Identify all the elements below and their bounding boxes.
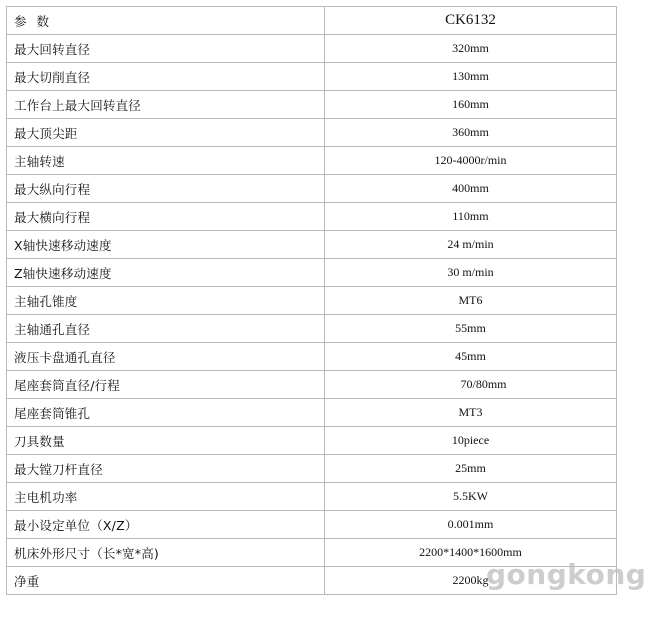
row-value: 2200kg — [325, 567, 617, 595]
row-value: 45mm — [325, 343, 617, 371]
row-value: MT3 — [325, 399, 617, 427]
row-param: 最大镗刀杆直径 — [7, 455, 325, 483]
table-row — [7, 343, 617, 371]
row-value: 2200*1400*1600mm — [325, 539, 617, 567]
row-param: 最小设定单位（X/Z） — [7, 511, 325, 539]
table-row — [7, 315, 617, 343]
row-value: 24 m/min — [325, 231, 617, 259]
table-row — [7, 567, 617, 595]
row-value: 120-4000r/min — [325, 147, 617, 175]
row-param: Z轴快速移动速度 — [7, 259, 325, 287]
row-value: 10piece — [325, 427, 617, 455]
row-param: 主电机功率 — [7, 483, 325, 511]
table-row — [7, 287, 617, 315]
row-value: 320mm — [325, 35, 617, 63]
table-row — [7, 399, 617, 427]
table-row — [7, 35, 617, 63]
row-value: 160mm — [325, 91, 617, 119]
row-param: 最大顶尖距 — [7, 119, 325, 147]
table-row — [7, 175, 617, 203]
table-row — [7, 455, 617, 483]
row-value: 130mm — [325, 63, 617, 91]
row-param: 主轴转速 — [7, 147, 325, 175]
spec-table — [6, 6, 617, 595]
row-value: 25mm — [325, 455, 617, 483]
row-param: 最大纵向行程 — [7, 175, 325, 203]
row-param: 尾座套筒直径/行程 — [7, 371, 325, 399]
row-value: 400mm — [325, 175, 617, 203]
row-param: 机床外形尺寸（长*宽*高) — [7, 539, 325, 567]
table-row — [7, 371, 617, 399]
table-row — [7, 427, 617, 455]
table-row — [7, 231, 617, 259]
table-row — [7, 91, 617, 119]
row-param: 最大切削直径 — [7, 63, 325, 91]
table-header-row — [7, 7, 617, 35]
row-param: 尾座套筒锥孔 — [7, 399, 325, 427]
row-param: 工作台上最大回转直径 — [7, 91, 325, 119]
table-row — [7, 203, 617, 231]
table-row — [7, 483, 617, 511]
row-value: 0.001mm — [325, 511, 617, 539]
row-param: X轴快速移动速度 — [7, 231, 325, 259]
row-param: 主轴通孔直径 — [7, 315, 325, 343]
row-value: 110mm — [325, 203, 617, 231]
row-value: 30 m/min — [325, 259, 617, 287]
table-row — [7, 511, 617, 539]
row-value: 5.5KW — [325, 483, 617, 511]
row-param: 刀具数量 — [7, 427, 325, 455]
row-param: 最大横向行程 — [7, 203, 325, 231]
header-model-label: CK6132 — [325, 7, 617, 35]
row-param: 液压卡盘通孔直径 — [7, 343, 325, 371]
row-param: 净重 — [7, 567, 325, 595]
row-value: MT6 — [325, 287, 617, 315]
table-row — [7, 539, 617, 567]
row-param: 主轴孔锥度 — [7, 287, 325, 315]
table-row — [7, 147, 617, 175]
table-row — [7, 63, 617, 91]
header-param-label: 参 数 — [7, 7, 325, 35]
row-value: 70/80mm — [325, 371, 617, 399]
row-value: 360mm — [325, 119, 617, 147]
watermark-logo: gongkong — [486, 558, 646, 591]
row-param: 最大回转直径 — [7, 35, 325, 63]
table-row — [7, 259, 617, 287]
row-value: 55mm — [325, 315, 617, 343]
table-row — [7, 119, 617, 147]
